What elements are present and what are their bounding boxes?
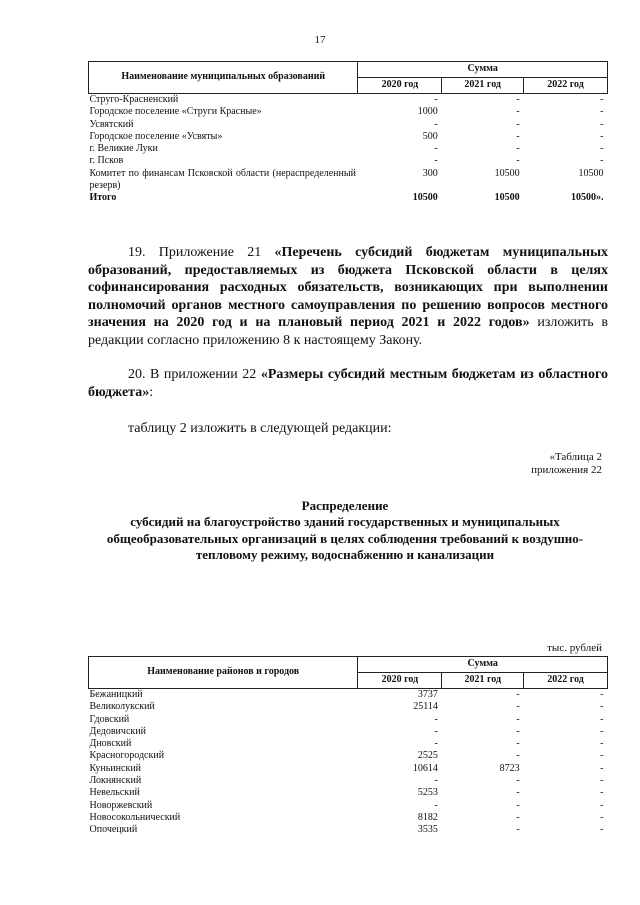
table2-header-sum: Сумма (358, 657, 608, 673)
paragraph-20-number: 20. В приложении 22 (128, 367, 261, 382)
row-name: Городское поселение «Усвяты» (89, 130, 223, 142)
table-row (89, 94, 608, 107)
value-2022: - (600, 762, 604, 774)
value-2021: - (516, 713, 520, 725)
page-number: 17 (314, 34, 326, 46)
value-2020: 3737 (417, 689, 438, 700)
table2-year-2020: 2020 год (358, 673, 442, 689)
district-subsidies-table (88, 656, 608, 837)
table-row (89, 738, 608, 750)
value-2021: - (516, 750, 520, 762)
value-2020: 300 (422, 167, 438, 179)
table-row (89, 155, 608, 167)
paragraph-19-tail: изложить в редакции согласно приложению 8 к настоящему Закону. (88, 315, 608, 348)
value-2022: - (600, 713, 604, 725)
value-2022: - (600, 775, 604, 787)
value-2020: 25114 (413, 701, 438, 713)
value-2021: 10500 (494, 192, 520, 204)
value-2020: - (434, 143, 438, 155)
value-2020: 2525 (417, 750, 438, 762)
heading-line1: Распределение (301, 498, 389, 513)
units-label: тыс. рублей (547, 642, 602, 654)
value-2021: 8723 (499, 762, 520, 774)
table1-year-2022: 2022 год (524, 78, 608, 94)
distribution-heading (80, 498, 610, 564)
table-row (89, 726, 608, 738)
table-note (531, 451, 602, 477)
value-2022: - (600, 738, 604, 750)
value-2022: 10500 (578, 167, 604, 179)
table-row (89, 119, 608, 131)
paragraph-table2 (88, 420, 608, 438)
row-name: г. Великие Луки (89, 143, 158, 155)
value-2020: - (434, 738, 438, 750)
row-name: Опочецкий (89, 824, 138, 836)
table1-year-2020: 2020 год (358, 78, 442, 94)
value-2022: - (600, 787, 604, 799)
row-name: Локнянский (89, 775, 142, 787)
value-2021: - (516, 824, 520, 836)
table-row (89, 775, 608, 787)
value-2021: - (516, 775, 520, 787)
table1-year-2021: 2021 год (442, 78, 524, 94)
value-2022: - (600, 725, 604, 737)
value-2021: - (516, 787, 520, 799)
value-2021: - (516, 799, 520, 811)
row-name: Великолукский (89, 701, 155, 713)
value-2022: - (600, 118, 604, 130)
paragraph-19 (88, 244, 608, 350)
value-2022: - (600, 94, 604, 105)
row-name: Усвятский (89, 118, 134, 130)
row-name: Невельский (89, 787, 140, 799)
value-2021: - (516, 701, 520, 713)
row-name: Бежаницкий (89, 689, 143, 700)
table2-year-2021: 2021 год (442, 673, 524, 689)
row-name: Дновский (89, 738, 132, 750)
value-2021: - (516, 689, 520, 700)
table-row (89, 131, 608, 143)
table-row (89, 701, 608, 713)
row-name: Дедовичский (89, 725, 146, 737)
table-row (89, 763, 608, 775)
table-note-line2: приложения 22 (531, 464, 602, 476)
row-name: Новосокольнический (89, 811, 181, 823)
value-2022: - (600, 799, 604, 811)
value-2020: 5253 (417, 787, 438, 799)
value-2021: - (516, 738, 520, 750)
row-name: Новоржевский (89, 799, 153, 811)
table-row (89, 787, 608, 799)
row-name: Гдовский (89, 713, 130, 725)
value-2021: - (516, 130, 520, 142)
row-name: г. Псков (89, 155, 124, 167)
value-2022: - (600, 701, 604, 713)
value-2020: 3535 (417, 824, 438, 836)
table-row (89, 714, 608, 726)
table-row (89, 812, 608, 824)
value-2022: - (600, 824, 604, 836)
table2-year-2022: 2022 год (524, 673, 608, 689)
paragraph-20-bold: «Размеры субсидий местным бюджетам из областного бюджета» (88, 367, 608, 400)
table1-header-sum: Сумма (358, 62, 608, 78)
paragraph-20 (88, 366, 608, 401)
value-2020: - (434, 155, 438, 167)
row-name: Городское поселение «Струги Красные» (89, 106, 262, 118)
row-name: Комитет по финансам Псковской области (нераспределенный резерв) (89, 167, 356, 192)
value-2022: - (600, 750, 604, 762)
table2-header-name: Наименование районов и городов (89, 657, 358, 689)
value-2021: - (516, 811, 520, 823)
table-row (89, 168, 608, 193)
table-row (89, 689, 608, 702)
row-name: Красногородский (89, 750, 165, 762)
value-2022: - (600, 689, 604, 700)
table1-header-name: Наименование муниципальных образований (89, 62, 358, 94)
value-2021: - (516, 94, 520, 105)
value-2020: 1000 (417, 106, 438, 118)
value-2021: 10500 (494, 167, 520, 179)
value-2020: 500 (422, 130, 438, 142)
table-row (89, 106, 608, 118)
row-name: Итого (89, 192, 117, 204)
table-row (89, 192, 608, 204)
row-name: Куньинский (89, 762, 142, 774)
value-2022: 10500». (571, 192, 604, 204)
table-row (89, 800, 608, 812)
value-2020: - (434, 725, 438, 737)
row-name: Струго-Красненский (89, 94, 179, 105)
paragraph-table2-text: таблицу 2 изложить в следующей редакции: (128, 421, 392, 436)
value-2020: - (434, 94, 438, 105)
value-2021: - (516, 143, 520, 155)
value-2021: - (516, 118, 520, 130)
value-2022: - (600, 811, 604, 823)
value-2022: - (600, 106, 604, 118)
table-note-line1: «Таблица 2 (549, 451, 602, 463)
paragraph-20-tail: : (149, 384, 154, 400)
table-row (89, 824, 608, 836)
value-2022: - (600, 155, 604, 167)
value-2020: - (434, 118, 438, 130)
table-row (89, 143, 608, 155)
value-2020: 10614 (412, 762, 438, 774)
value-2022: - (600, 130, 604, 142)
paragraph-19-bold: «Перечень субсидий бюджетам муниципальных образований, предоставляемых из бюджета Псковской области в целях софинансирования расходных обязательств, возникающих при выполнении полномочий органов местного самоуправления по решению вопросов местного значения на 2020 год и на плановый период 2021 и 2022 годов» (88, 245, 608, 331)
value-2020: 8182 (417, 811, 438, 823)
heading-line2: субсидий на благоустройство зданий государственных и муниципальных общеобразовательных организаций в целях соблюдения требований к воздушно-тепловому режиму, водоснабжению и канализации (106, 514, 584, 563)
value-2021: - (516, 106, 520, 118)
value-2020: - (434, 799, 438, 811)
value-2022: - (600, 143, 604, 155)
municipal-subsidies-table (88, 61, 608, 205)
table-row (89, 750, 608, 762)
value-2020: 10500 (412, 192, 438, 204)
value-2021: - (516, 725, 520, 737)
value-2020: - (434, 713, 438, 725)
value-2020: - (434, 775, 438, 787)
paragraph-19-number: 19. Приложение 21 (128, 245, 275, 260)
value-2021: - (516, 155, 520, 167)
